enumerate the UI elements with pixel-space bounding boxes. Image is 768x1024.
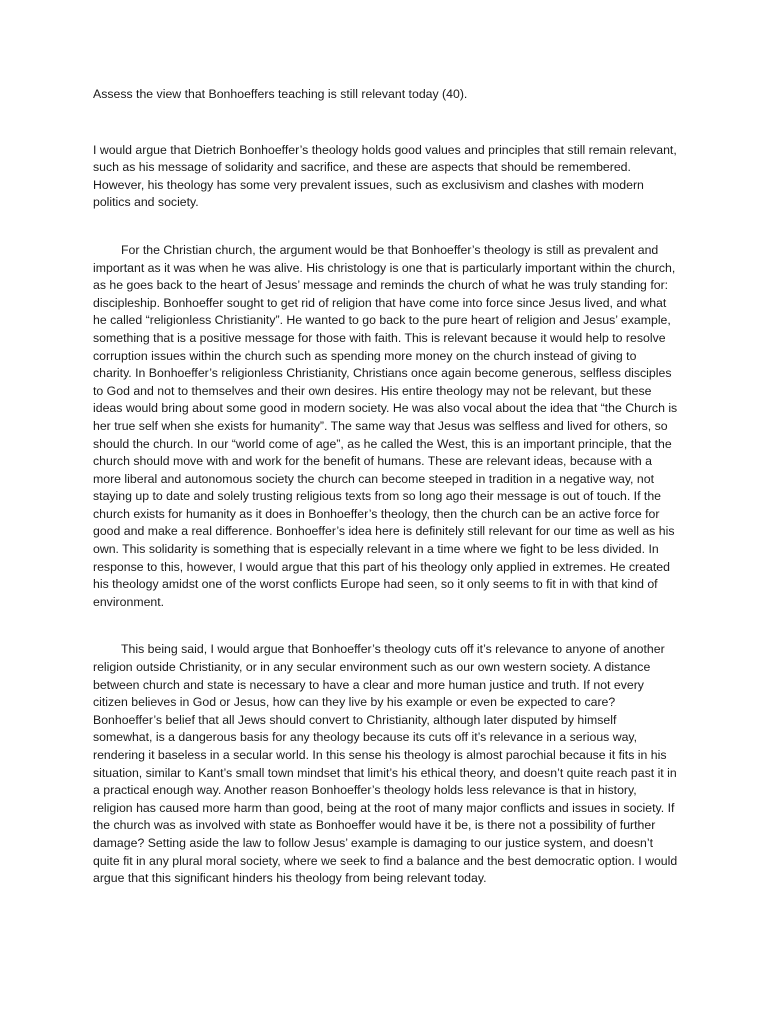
paragraph-relevance-argument: For the Christian church, the argument would be that Bonhoeffer’s theology is still as prevalent and important as it was when he was alive. His christology is one that is particularly important within the church, as he goes back to the heart of Jesus’ message and reminds the church of what he was truly standing for: discipleship. Bonhoeffer sought to get rid of religion that have come into force since Jesus lived, and what he called “religionless Christianity”. He wanted to go back to the pure heart of religion and Jesus’ example, something that is a positive message for those with faith. This is relevant because it would help to resolve corruption issues within the church such as spending more money on the church instead of giving to charity. In Bonhoeffer’s religionless Christianity, Christians once again become generous, selfless disciples to God and not to themselves and their own desires. His entire theology may not be relevant, but these ideas would bring about some good in modern society. He was also vocal about the idea that “the Church is her true self when she exists for humanity”. The same way that Jesus was selfless and lived for others, so should the church. In our “world come of age”, as he called the West, this is an important principle, that the church should move with and work for the benefit of humans. These are relevant ideas, because with a more liberal and autonomous society the church can become steeped in tradition in a negative way, not staying up to date and solely trusting religious texts from so long ago their message is out of touch. If the church exists for humanity as it does in Bonhoeffer’s theology, then the church can be an active force for good and make a real difference. Bonhoeffer’s idea here is definitely still relevant for our time as well as his own. This solidarity is something that is especially relevant in a time where we fight to be less divided. In response to this, however, I would argue that this part of his theology only applied in extremes. He created his theology amidst one of the worst conflicts Europe had seen, so it only seems to fit in with that kind of environment. [93, 242, 678, 609]
paragraph-counter-argument: This being said, I would argue that Bonhoeffer’s theology cuts off it’s relevance to anyone of another religion outside Christianity, or in any secular environment such as our own western society. A distance between church and state is necessary to have a clear and more human justice and truth. If not every citizen believes in God or Jesus, how can they live by his example or even be expected to care? Bonhoeffer’s belief that all Jews should convert to Christianity, although later disputed by himself somewhat, is a dangerous basis for any theology because its cuts off it’s relevance in a serious way, rendering it baseless in a secular world. In this sense his theology is almost parochial because it fits in his situation, similar to Kant’s small town mindset that limit’s his ethical theory, and doesn’t quite reach past it in a practical enough way. Another reason Bonhoeffer’s theology holds less relevance is that in history, religion has caused more harm than good, being at the root of many major conflicts and issues in society. If the church was as involved with state as Bonhoeffer would have it be, is there not a possibility of further damage? Setting aside the law to follow Jesus’ example is damaging to our justice system, and doesn’t quite fit in any plural moral society, where we seek to find a balance and the best democratic option. I would argue that this significant hinders his theology from being relevant today. [93, 642, 678, 886]
paragraph-introduction: I would argue that Dietrich Bonhoeffer’s theology holds good values and principles that still remain relevant, such as his message of solidarity and sacrifice, and these are aspects that should be remembered. However, his theology has some very prevalent issues, such as exclusivism and clashes with modern politics and society. [93, 142, 677, 210]
essay-question: Assess the view that Bonhoeffers teaching is still relevant today (40). [93, 87, 468, 101]
document-page [93, 86, 678, 888]
